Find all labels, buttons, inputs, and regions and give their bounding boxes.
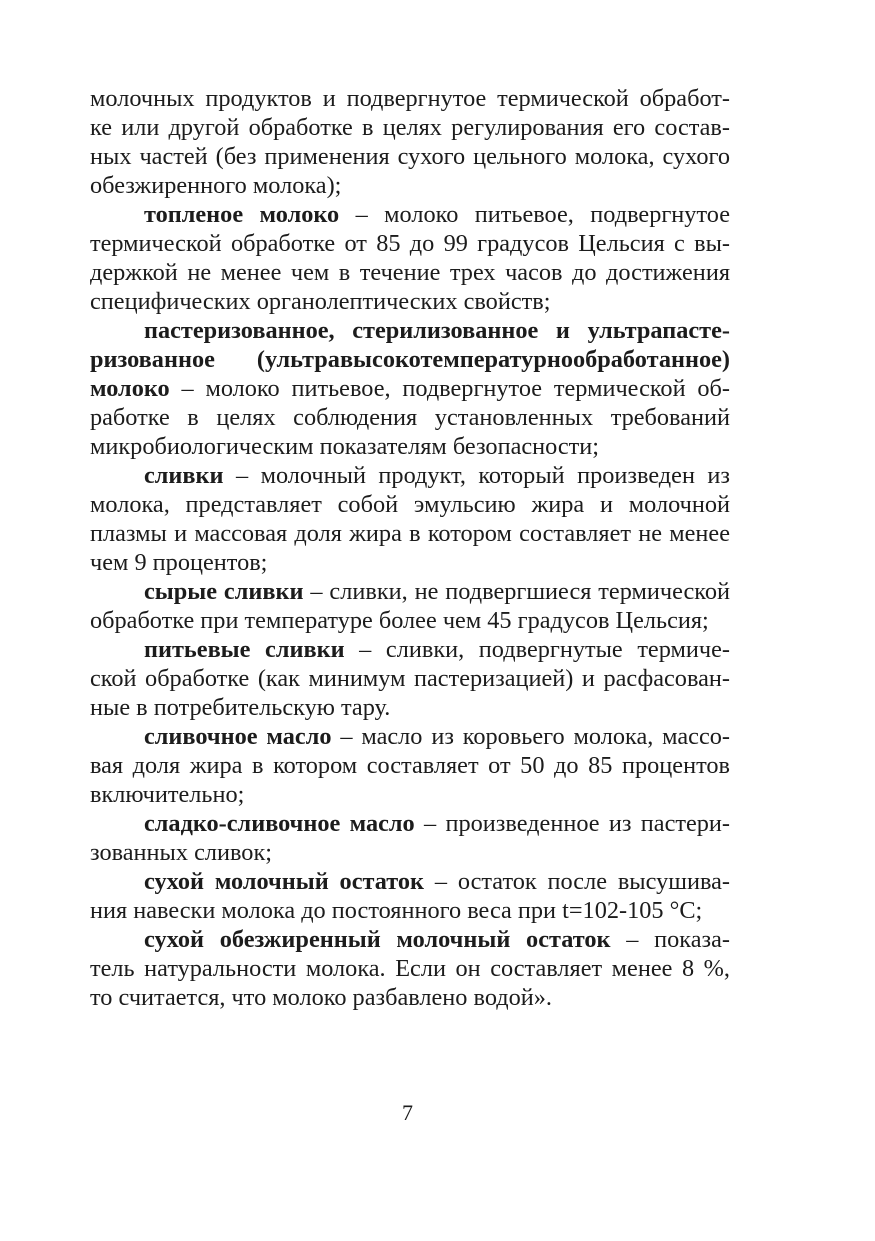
text-line: включительно;	[90, 781, 245, 808]
definition-text: – остаток после высушива-	[424, 868, 730, 895]
page-number: 7	[402, 1100, 413, 1125]
definition-text: – молоко питьевое, подвергнутое	[339, 201, 730, 228]
definition-text: – масло из коровьего молока, массо-	[331, 723, 730, 750]
defined-term: сливочное масло	[144, 723, 332, 750]
text-line: держкой не менее чем в течение трех часов до достижения	[90, 259, 730, 286]
text-line: тель натуральности молока. Если он составляет менее 8 %,	[90, 955, 730, 982]
defined-term: молоко	[90, 375, 170, 402]
defined-term: сладко-сливочное масло	[144, 810, 415, 837]
definition-first-line	[90, 925, 730, 954]
text-line: ных частей (без применения сухого цельного молока, сухого	[90, 143, 730, 170]
text-line: работке в целях соблюдения установленных требований	[90, 404, 730, 431]
text-line: обработке при температуре более чем 45 градусов Цельсия;	[90, 607, 709, 634]
text-line: ные в потребительскую тару.	[90, 694, 391, 721]
definition-first-line	[90, 867, 730, 896]
text-line: ской обработке (как минимум пастеризацией) и расфасован-	[90, 665, 730, 692]
text-line: специфических органолептических свойств;	[90, 288, 551, 315]
text-line: молочных продуктов и подвергнутое термической обработ-	[90, 85, 730, 112]
definition-text: – молочный продукт, который произведен из	[223, 462, 730, 489]
text-line: ке или другой обработке в целях регулирования его состав-	[90, 114, 730, 141]
text-line: термической обработке от 85 до 99 градусов Цельсия с вы-	[90, 230, 730, 257]
definition-text: – сливки, подвергнутые термиче-	[344, 636, 730, 663]
text-line: зованных сливок;	[90, 839, 273, 866]
defined-term: пастеризованное, стерилизованное и ультрапасте-	[144, 317, 730, 344]
text-line: ния навески молока до постоянного веса при t=102-105 °С;	[90, 897, 703, 924]
definition-text: – сливки, не подвергшиеся термической	[303, 578, 730, 605]
definition-term-line	[90, 345, 730, 374]
defined-term: сухой обезжиренный молочный остаток	[144, 926, 611, 953]
defined-term: питьевые сливки	[144, 636, 345, 663]
definition-first-line	[90, 461, 730, 490]
definition-term-line	[90, 374, 730, 403]
definition-text: – молоко питьевое, подвергнутое термической об-	[169, 375, 730, 402]
definition-text: – показа-	[610, 926, 730, 953]
text-line: вая доля жира в котором составляет от 50 до 85 процентов	[90, 752, 730, 779]
defined-term: топленое молоко	[144, 201, 340, 228]
defined-term: сливки	[144, 462, 224, 489]
defined-term: сырые сливки	[144, 578, 304, 605]
definition-first-line	[90, 722, 730, 751]
definition-first-line	[90, 200, 730, 229]
body-text	[90, 84, 730, 1012]
definition-text: – произведенное из пастери-	[414, 810, 731, 837]
defined-term: сухой молочный остаток	[144, 868, 424, 895]
text-line: плазмы и массовая доля жира в котором составляет не менее	[90, 520, 730, 547]
text-line: то считается, что молоко разбавлено водой».	[90, 984, 553, 1011]
text-line: обезжиренного молока);	[90, 172, 342, 199]
text-line: молока, представляет собой эмульсию жира и молочной	[90, 491, 730, 518]
text-line: микробиологическим показателям безопасности;	[90, 433, 600, 460]
definition-first-line	[90, 577, 730, 606]
definition-first-line	[90, 809, 730, 838]
definition-first-line	[90, 316, 730, 345]
text-line: чем 9 процентов;	[90, 549, 268, 576]
defined-term: ризованное (ультравысокотемпературнообработанное)	[90, 346, 730, 373]
definition-first-line	[90, 635, 730, 664]
